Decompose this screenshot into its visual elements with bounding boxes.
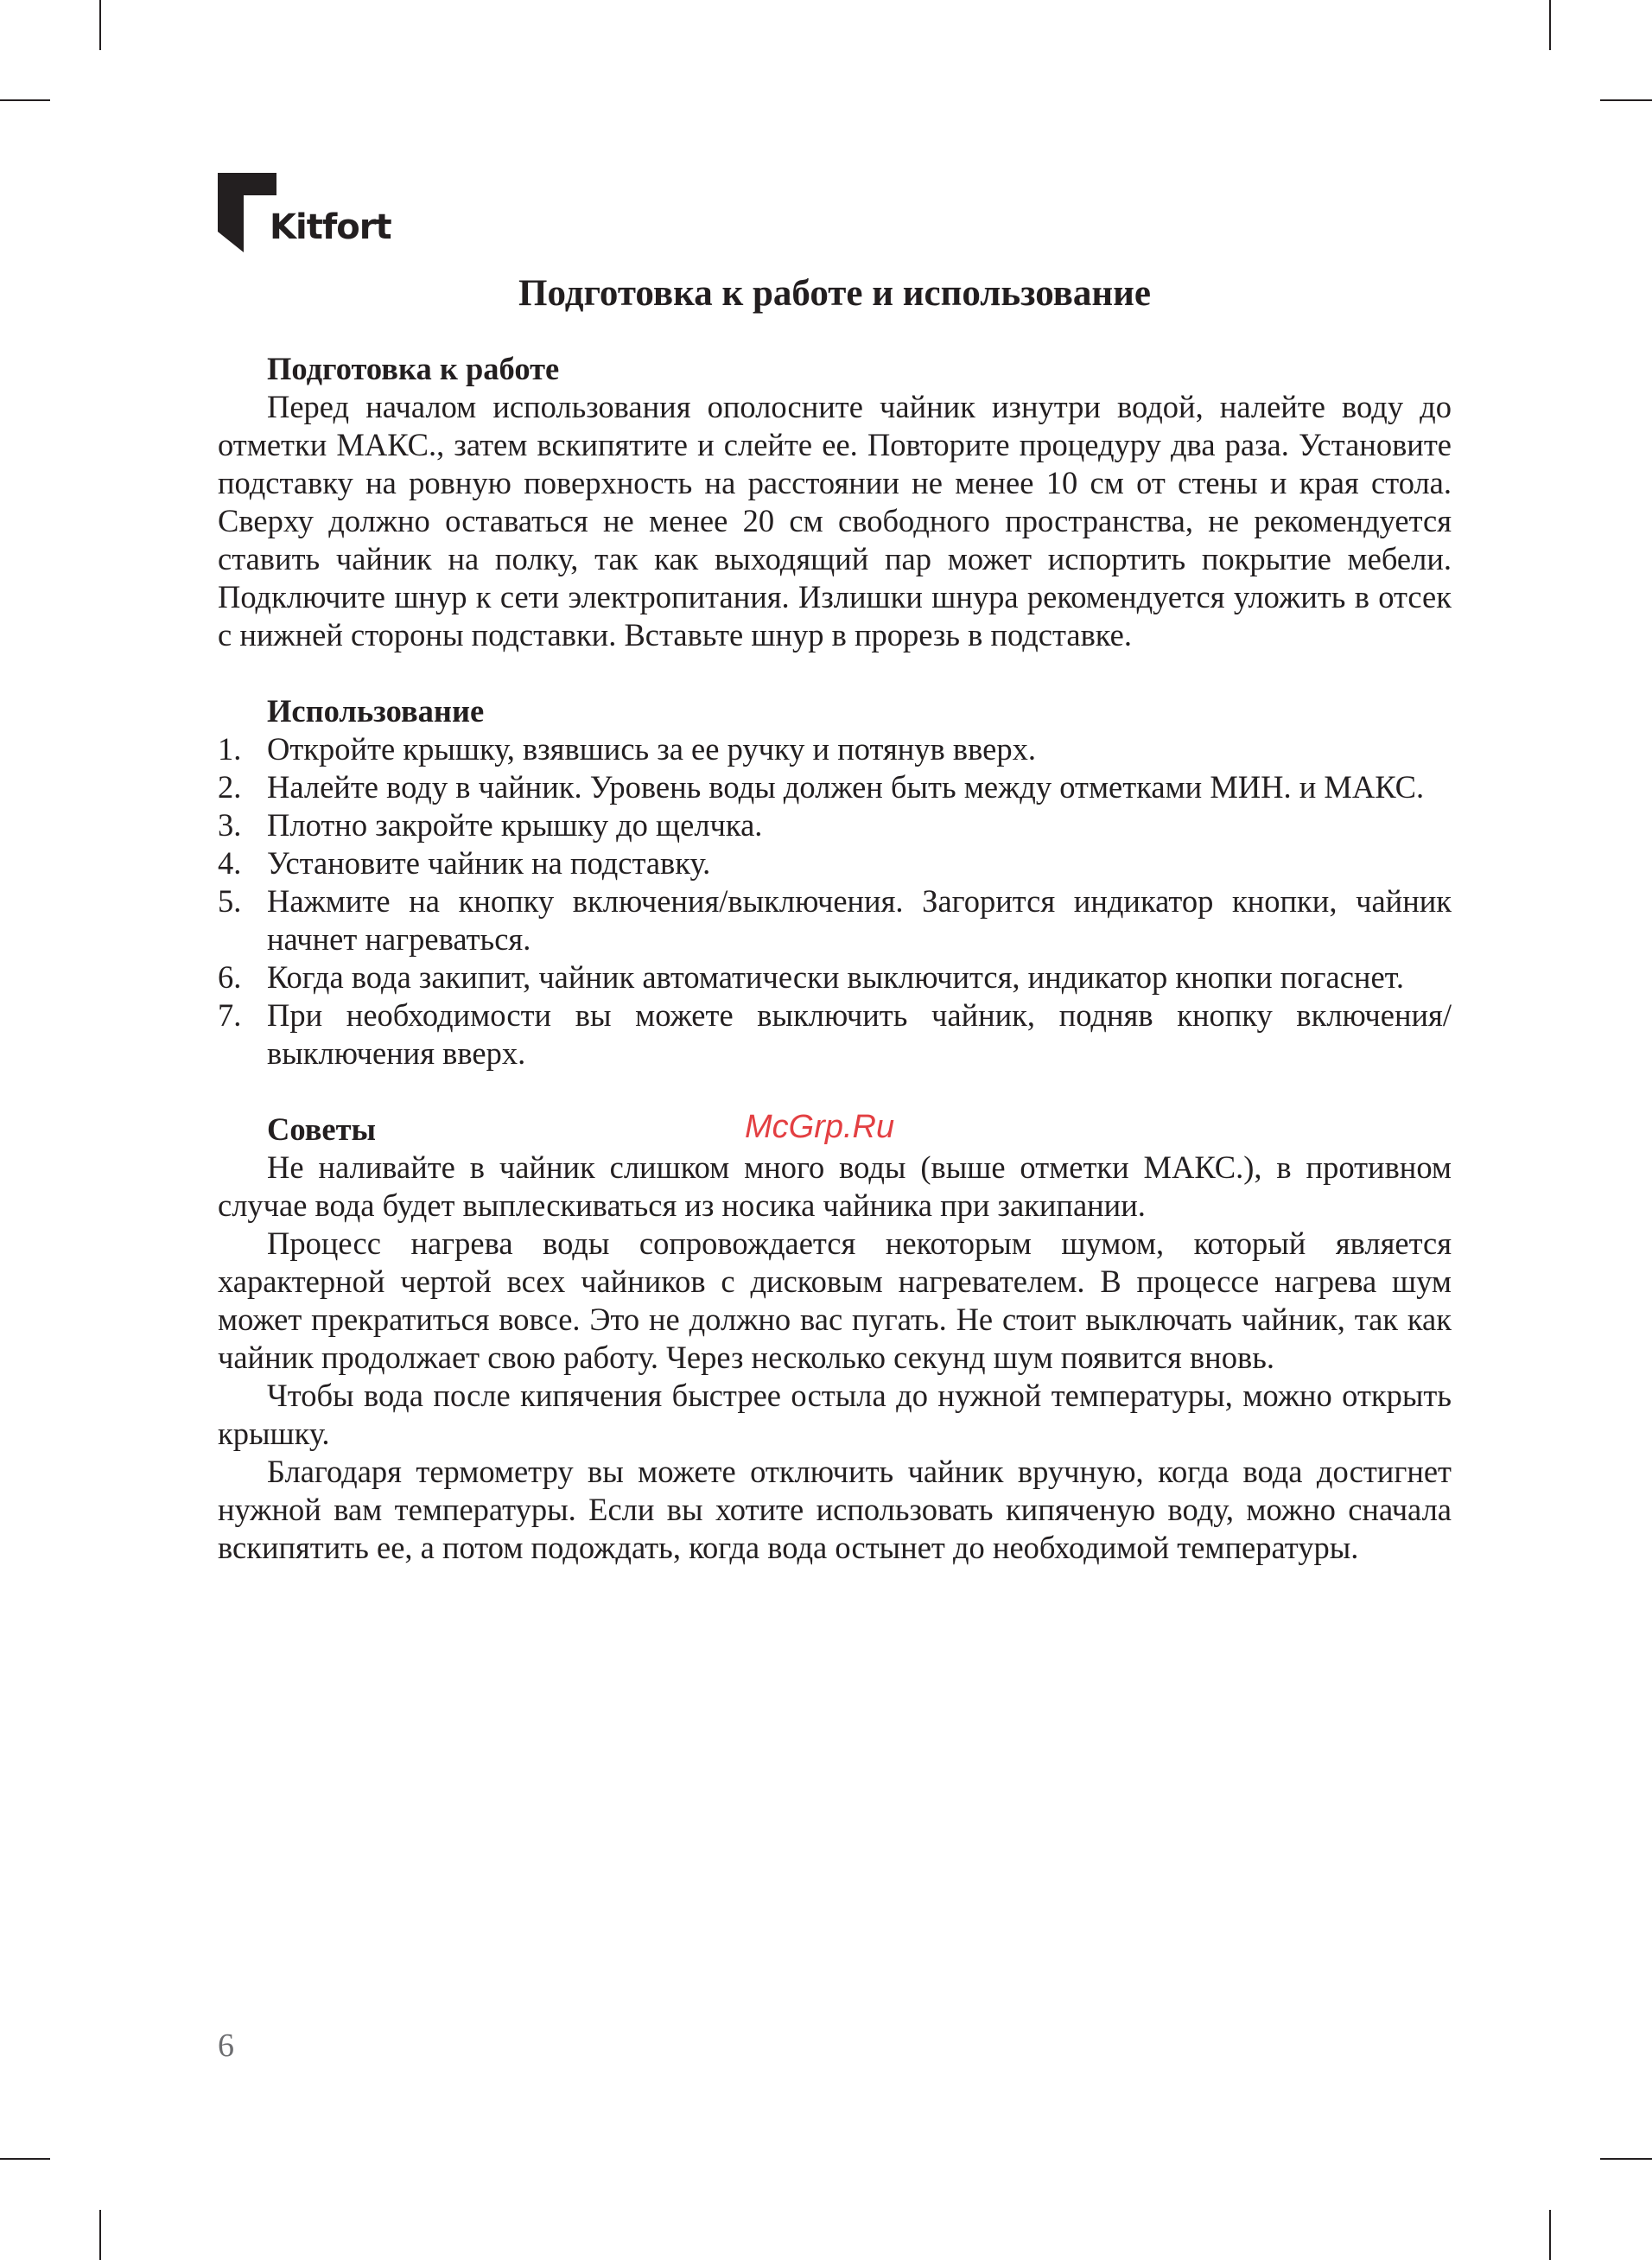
list-item-number: 6. bbox=[218, 959, 242, 995]
list-item-text: Налейте воду в чайник. Уровень воды должен быть между отметками МИН. и МАКС. bbox=[267, 769, 1425, 805]
list-item bbox=[218, 844, 1452, 882]
list-item bbox=[218, 806, 1452, 844]
tips-paragraph: Процесс нагрева воды сопровождается некоторым шумом, который является характерной чертой всех чайников с дисковым нагревателем. В процессе нагрева шум может прекратиться вовсе. Это не должно вас пугать. Не стоит выключать чайник, так как чайник продолжает свою работу. Через несколько секунд шум появится вновь. bbox=[218, 1225, 1452, 1375]
list-item-text: Нажмите на кнопку включения/выключения. Загорится индикатор кнопки, чайник начнет нагреваться. bbox=[267, 883, 1452, 957]
tips-paragraph: Благодаря термометру вы можете отключить чайник вручную, когда вода достигнет нужной вам температуры. Если вы хотите использовать кипяченую воду, можно сначала вскипятить ее, а потом подождать, когда вода остынет до необходимой температуры. bbox=[218, 1454, 1452, 1565]
list-item-number: 3. bbox=[218, 807, 242, 843]
watermark-link[interactable]: McGrp.Ru bbox=[745, 1109, 895, 1145]
tips-paragraph: Чтобы вода после кипячения быстрее остыла до нужной температуры, можно открыть крышку. bbox=[218, 1378, 1452, 1451]
page-number: 6 bbox=[218, 2028, 234, 2064]
page-title: Подготовка к работе и использование bbox=[518, 273, 1151, 314]
crop-mark bbox=[99, 2210, 101, 2260]
list-item-text: Когда вода закипит, чайник автоматически выключится, индикатор кнопки погаснет. bbox=[267, 959, 1404, 995]
crop-mark bbox=[1549, 0, 1551, 50]
crop-mark bbox=[0, 99, 50, 101]
list-item-number: 7. bbox=[218, 997, 242, 1033]
list-item-text: При необходимости вы можете выключить чайник, подняв кнопку включения/выключения вверх. bbox=[267, 997, 1452, 1071]
usage-steps-list bbox=[218, 730, 1452, 1073]
crop-mark bbox=[1600, 99, 1652, 101]
list-item-number: 4. bbox=[218, 845, 242, 881]
section-heading-preparation: Подготовка к работе bbox=[267, 351, 560, 386]
section-heading-tips: Советы bbox=[267, 1111, 377, 1147]
list-item bbox=[218, 768, 1452, 806]
list-item bbox=[218, 958, 1452, 996]
list-item-number: 2. bbox=[218, 769, 242, 805]
logo-text: Kitfort bbox=[270, 207, 391, 247]
preparation-paragraph: Перед началом использования ополосните чайник изнутри водой, налейте воду до отметки МАКС., затем вскипятите и слейте ее. Повторите процедуру два раза. Установите подставку на ровную поверхность на расстоянии не менее 10 см от стены и края стола. Сверху должно оставаться не менее 20 см свободного пространства, не рекомендуется ставить чайник на полку, так как выходящий пар может испортить покрытие мебели. Подключите шнур к сети электропитания. Излишки шнура рекомендуется уложить в отсек с нижней стороны подставки. Вставьте шнур в прорезь в подставке. bbox=[218, 389, 1452, 653]
list-item-text: Установите чайник на подставку. bbox=[267, 845, 711, 881]
list-item bbox=[218, 730, 1452, 768]
list-item bbox=[218, 882, 1452, 958]
crop-mark bbox=[1549, 2210, 1551, 2260]
list-item-text: Откройте крышку, взявшись за ее ручку и потянув вверх. bbox=[267, 731, 1036, 767]
content bbox=[218, 350, 1452, 1567]
list-item-text: Плотно закройте крышку до щелчка. bbox=[267, 807, 763, 843]
list-item-number: 5. bbox=[218, 883, 242, 919]
crop-mark bbox=[0, 2158, 50, 2160]
crop-mark bbox=[1600, 2158, 1652, 2160]
list-item bbox=[218, 996, 1452, 1073]
crop-mark bbox=[99, 0, 101, 50]
kitfort-logo bbox=[218, 173, 391, 259]
section-heading-usage: Использование bbox=[267, 693, 485, 729]
tips-paragraph: Не наливайте в чайник слишком много воды (выше отметки МАКС.), в противном случае вода будет выплескиваться из носика чайника при закипании. bbox=[218, 1149, 1452, 1223]
list-item-number: 1. bbox=[218, 731, 242, 767]
